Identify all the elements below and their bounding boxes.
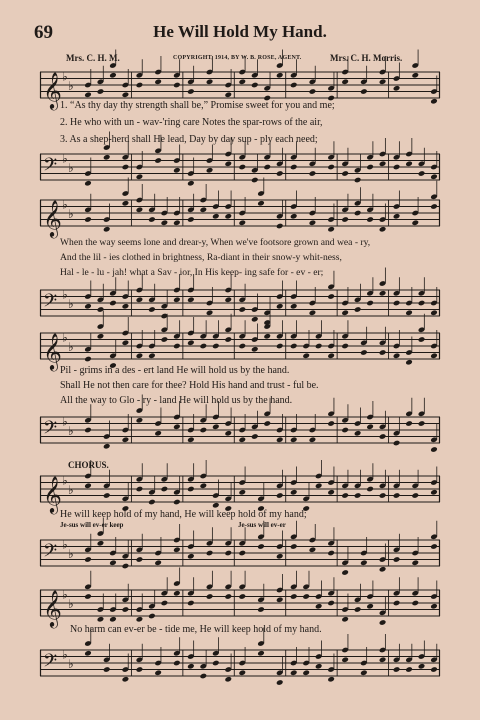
svg-text:𝄢: 𝄢 (43, 418, 58, 443)
svg-text:♭: ♭ (68, 424, 74, 439)
page-number: 69 (34, 22, 53, 43)
svg-text:♭: ♭ (62, 287, 68, 302)
lyric-chorus: No harm can ev-er be - tide me, He will keep hold of my hand. (70, 624, 322, 635)
svg-text:𝄞: 𝄞 (43, 199, 62, 237)
lyric-verse-2: And the lil - ies clothed in brightness, Ra-diant in their snow-y whit-ness, (60, 252, 342, 263)
treble-staff (40, 586, 440, 626)
svg-text:♭: ♭ (62, 647, 68, 662)
svg-text:𝄢: 𝄢 (43, 291, 58, 316)
echo-text-1: Je-sus will ev-er keep (60, 521, 124, 529)
treble-staff (40, 329, 440, 369)
treble-staff (40, 472, 440, 512)
svg-text:♭: ♭ (68, 207, 74, 222)
bass-staff (40, 646, 440, 686)
svg-text:♭: ♭ (62, 197, 68, 212)
music-credit: Mrs. C. H. Morris. (330, 53, 403, 63)
treble-staff (40, 196, 440, 236)
svg-text:♭: ♭ (68, 161, 74, 176)
lyric-verse-1: When the way seems lone and drear-y, When we've footsore grown and wea - ry, (60, 237, 371, 248)
svg-text:𝄢: 𝄢 (43, 651, 58, 676)
lyric-verse-1: Pil - grims in a des - ert land He will hold us by the hand. (60, 365, 290, 376)
echo-text-2: Je-sus will ev-er (238, 521, 286, 529)
svg-text:♭: ♭ (62, 537, 68, 552)
lyric-verse-1: 1. “As thy day thy strength shall be,” Promise sweet for you and me; (60, 100, 335, 111)
lyric-verse-3: Hal - le - lu - jah! what a Sav - ior, In His keep- ing safe for - ev - er; (60, 267, 324, 278)
svg-text:𝄢: 𝄢 (43, 155, 58, 180)
bass-staff (40, 150, 440, 190)
svg-text:♭: ♭ (68, 483, 74, 498)
lyric-verse-2: Shall He not then care for thee? Hold His hand and trust - ful be. (60, 380, 319, 391)
svg-text:♭: ♭ (68, 79, 74, 94)
lyric-verse-3: 3. As a shep-herd shall He lead, Day by day sup - ply each need; (60, 134, 318, 145)
lyric-verse-2: 2. He who with un - wav-'ring care Notes the spar-rows of the air, (60, 117, 323, 128)
svg-text:♭: ♭ (68, 340, 74, 355)
svg-text:𝄢: 𝄢 (43, 541, 58, 566)
hymn-title: He Will Hold My Hand. (153, 22, 327, 41)
bass-staff (40, 413, 440, 453)
svg-text:𝄞: 𝄞 (43, 475, 62, 513)
svg-text:♭: ♭ (68, 657, 74, 672)
svg-text:𝄞: 𝄞 (43, 589, 62, 627)
svg-text:𝄞: 𝄞 (43, 71, 62, 109)
svg-text:♭: ♭ (62, 69, 68, 84)
copyright-notice: COPYRIGHT, 1914, BY W. B. ROSE, AGENT. (173, 55, 302, 61)
words-credit: Mrs. C. H. M. (66, 53, 120, 63)
lyric-verse-3: All the way to Glo - ry - land He will hold us by the hand. (60, 395, 293, 406)
svg-text:♭: ♭ (62, 414, 68, 429)
svg-text:♭: ♭ (62, 151, 68, 166)
bass-staff (40, 286, 440, 326)
svg-text:♭: ♭ (62, 587, 68, 602)
svg-text:♭: ♭ (68, 597, 74, 612)
svg-text:♭: ♭ (62, 473, 68, 488)
svg-text:𝄞: 𝄞 (43, 332, 62, 370)
lyric-chorus: He will keep hold of my hand, He will keep hold of my hand; (60, 509, 307, 520)
svg-text:♭: ♭ (62, 330, 68, 345)
bass-staff (40, 536, 440, 576)
svg-text:♭: ♭ (68, 297, 74, 312)
svg-text:♭: ♭ (68, 547, 74, 562)
chorus-label: CHORUS. (68, 460, 109, 470)
